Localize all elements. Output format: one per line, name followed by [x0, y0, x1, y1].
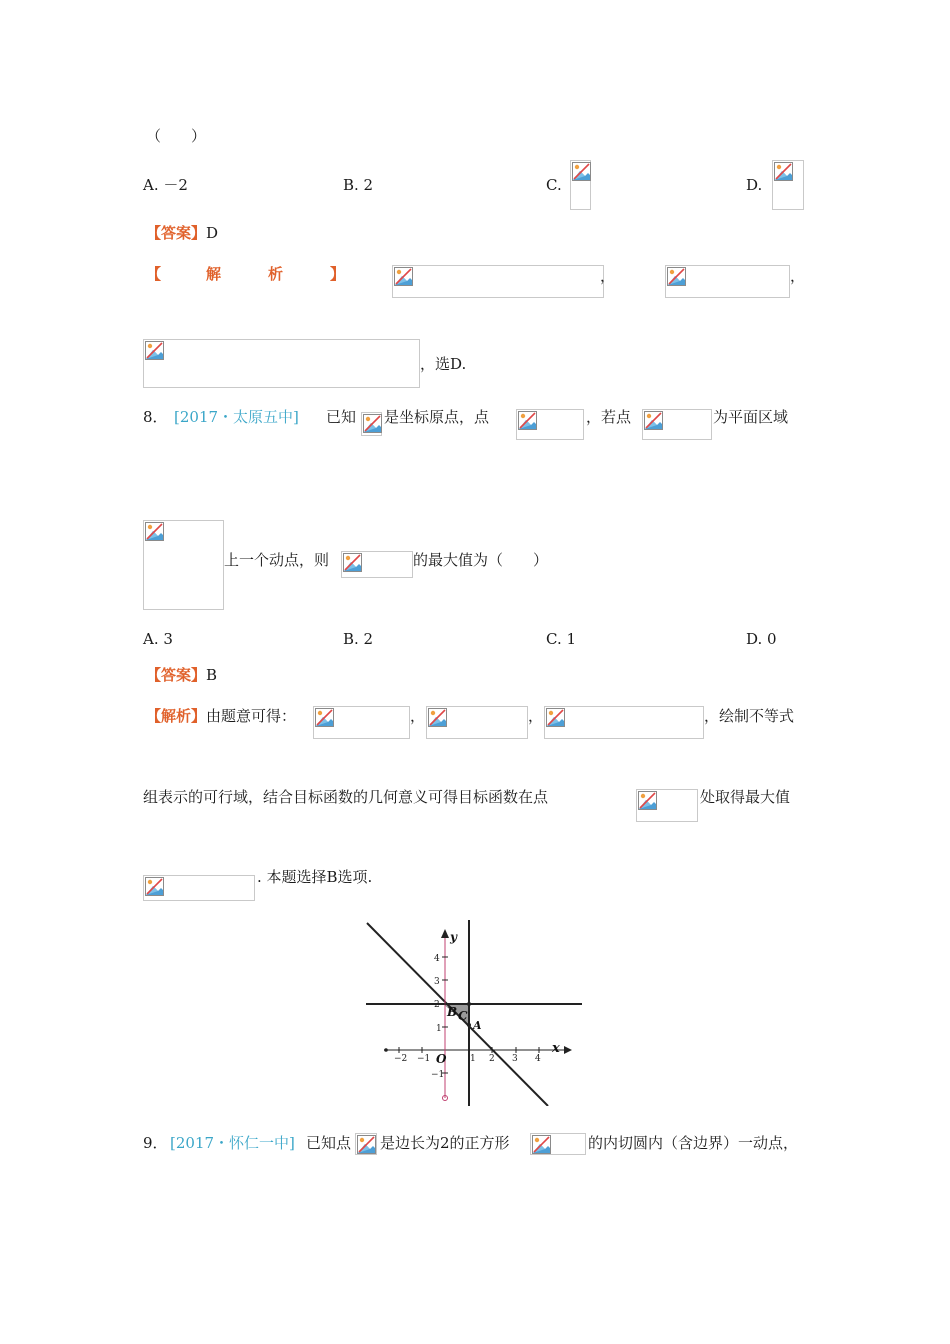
point-b-label: B	[447, 1005, 458, 1019]
option-b: B. 2	[343, 176, 374, 194]
point-a-label: A	[473, 1019, 482, 1032]
formula-image	[772, 160, 804, 210]
broken-image-icon	[315, 708, 334, 727]
broken-image-icon	[343, 553, 362, 572]
broken-image-icon	[546, 708, 565, 727]
origin-label: O	[436, 1052, 447, 1066]
axis-end-marker	[384, 1048, 388, 1052]
formula-image	[361, 412, 382, 436]
answer-value: D	[206, 224, 219, 242]
comma: ，	[790, 267, 806, 285]
y-tick-label: −1	[431, 1070, 445, 1080]
broken-image-icon	[638, 791, 657, 810]
analysis-line	[146, 706, 296, 726]
formula-image	[636, 789, 698, 822]
broken-image-icon	[145, 522, 164, 541]
analysis-tag: 【解析】	[146, 707, 207, 725]
x-tick-label: −1	[417, 1054, 431, 1064]
x-axis-arrow	[564, 1046, 572, 1054]
conclusion-text: ，选D.	[420, 355, 467, 373]
formula-image	[143, 339, 420, 388]
y-axis-arrow	[441, 929, 449, 938]
answer-value: B	[206, 666, 218, 684]
comma: ，	[528, 707, 544, 725]
y-axis-label: y	[450, 930, 457, 944]
formula-image	[544, 706, 704, 739]
y-tick-label: 3	[434, 977, 440, 987]
broken-image-icon	[644, 411, 663, 430]
q8-text: ，若点	[586, 408, 632, 426]
x-tick-label: 2	[489, 1054, 495, 1064]
broken-image-icon	[428, 708, 447, 727]
feasible-region-graph	[366, 920, 582, 1106]
formula-image	[355, 1133, 377, 1155]
analysis-text: ，绘制不等式	[704, 707, 795, 725]
q9-text: 是边长为2的正方形	[380, 1134, 510, 1152]
formula-image	[313, 706, 410, 739]
broken-image-icon	[394, 267, 413, 286]
option-c: C.	[546, 176, 562, 194]
q8-text: 已知	[326, 408, 357, 426]
broken-image-icon	[145, 877, 164, 896]
answer-paren: （ ）	[146, 127, 207, 145]
question-9-number: 9．	[143, 1134, 168, 1152]
answer-tag: 【答案】	[146, 666, 207, 684]
point-a	[467, 1023, 471, 1027]
broken-image-icon	[532, 1135, 551, 1154]
y-tick-label: 4	[434, 954, 440, 964]
option-a: A. 3	[143, 630, 173, 648]
x-axis-label: x	[552, 1041, 560, 1056]
formula-image	[665, 265, 790, 298]
broken-image-icon	[774, 162, 793, 181]
formula-image	[642, 409, 712, 440]
broken-image-icon	[667, 267, 686, 286]
formula-image	[516, 409, 584, 440]
analysis-text: . 本题选择B选项.	[257, 868, 373, 886]
answer-line	[146, 665, 217, 685]
option-c: C. 1	[546, 630, 577, 648]
formula-image	[392, 265, 604, 298]
q8-text: 为平面区域	[713, 408, 789, 426]
comma: ，	[600, 267, 616, 285]
x-tick-label: −2	[394, 1054, 408, 1064]
formula-image	[530, 1133, 586, 1155]
vertex-point	[467, 1002, 471, 1006]
formula-image	[143, 875, 255, 901]
option-a: A. －2	[143, 176, 188, 194]
analysis-tag-close: 】	[330, 265, 346, 283]
question-9-source: [2017・怀仁一中]	[170, 1134, 295, 1152]
q9-text: 已知点	[306, 1134, 352, 1152]
formula-image	[341, 551, 413, 578]
y-tick-label: 1	[436, 1024, 442, 1034]
broken-image-icon	[145, 341, 164, 360]
analysis-text: 组表示的可行域，结合目标函数的几何意义可得目标函数在点	[143, 788, 549, 806]
x-tick-label: 1	[470, 1054, 476, 1064]
broken-image-icon	[363, 414, 382, 433]
answer-tag: 【答案】	[146, 224, 207, 242]
option-d: D. 0	[746, 630, 777, 648]
analysis-text: 处取得最大值	[700, 788, 791, 806]
answer-line	[146, 223, 218, 243]
analysis-tag-char2: 析	[268, 265, 284, 283]
formula-image	[143, 520, 224, 610]
comma: ，	[410, 707, 426, 725]
q9-text: 的内切圆内（含边界）一动点，	[588, 1134, 799, 1152]
broken-image-icon	[572, 162, 591, 181]
y-tick-label: 2	[434, 1000, 440, 1010]
question-8-source: [2017・太原五中]	[174, 408, 299, 426]
q8-text: 是坐标原点，点	[384, 408, 490, 426]
x-tick-label: 4	[535, 1054, 541, 1064]
formula-image	[426, 706, 528, 739]
q8-text: 上一个动点，则	[224, 551, 330, 569]
q8-text: 的最大值为（ ）	[413, 551, 549, 569]
question-8-number: 8．	[143, 408, 168, 426]
x-tick-label: 3	[512, 1054, 518, 1064]
analysis-text: 由题意可得：	[206, 707, 297, 725]
analysis-tag-char1: 解	[206, 265, 222, 283]
analysis-tag-open: 【	[146, 265, 162, 283]
option-b: B. 2	[343, 630, 374, 648]
option-d: D.	[746, 176, 763, 194]
broken-image-icon	[518, 411, 537, 430]
formula-image	[570, 160, 591, 210]
broken-image-icon	[357, 1135, 376, 1154]
point-c-label: C	[458, 1009, 468, 1023]
